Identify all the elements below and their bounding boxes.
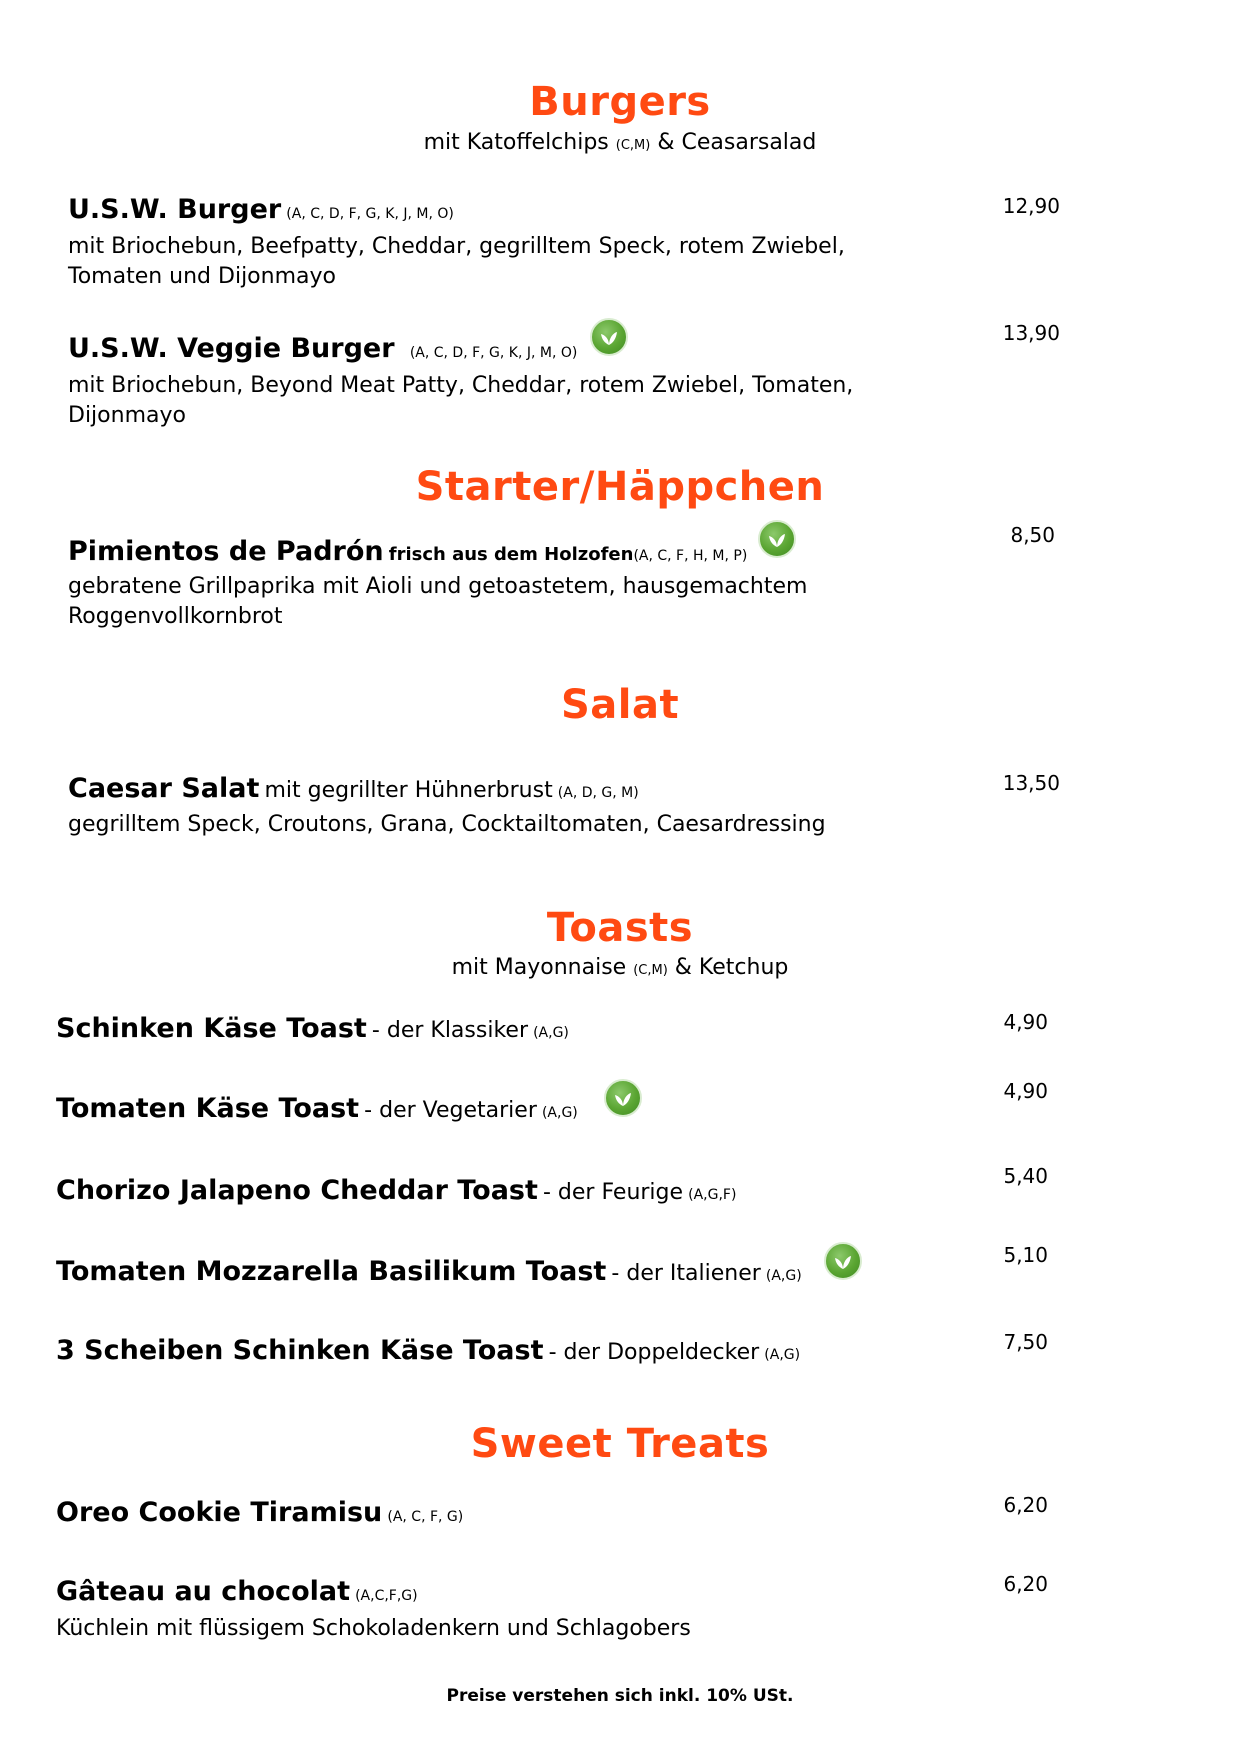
item-price: 5,10 [1003, 1243, 1048, 1267]
menu-item-usw-veggie-burger [68, 333, 577, 365]
section-title-toasts: Toasts [546, 905, 694, 951]
item-allergens: (A,G) [765, 1268, 802, 1284]
vegetarian-leaf-icon [590, 318, 628, 356]
item-name: Schinken Käse Toast [56, 1013, 367, 1044]
item-price: 7,50 [1003, 1330, 1048, 1354]
item-note: - der Vegetarier [364, 1098, 537, 1123]
item-name: 3 Scheiben Schinken Käse Toast [56, 1335, 544, 1366]
item-allergens: (A, C, F, G) [387, 1509, 464, 1525]
item-allergens: (A,C,F,G) [355, 1588, 418, 1604]
menu-item-gateau-au-chocolat [56, 1576, 418, 1608]
item-price: 6,20 [1003, 1572, 1048, 1596]
section-title-salat: Salat [560, 682, 680, 728]
item-allergens: (A, D, G, M) [557, 785, 639, 801]
menu-item-oreo-tiramisu [56, 1497, 463, 1529]
item-price: 4,90 [1003, 1079, 1048, 1103]
item-name: Tomaten Mozzarella Basilikum Toast [56, 1256, 607, 1287]
menu-item-pimientos [68, 536, 747, 568]
item-note: - der Klassiker [371, 1018, 528, 1043]
vegetarian-leaf-icon [604, 1079, 642, 1117]
item-description: gebratene Grillpaprika mit Aioli und getoastetem, hausgemachtem Roggenvollkornbrot [68, 574, 808, 629]
footer-tax-note: Preise verstehen sich inkl. 10% USt. [446, 1686, 794, 1706]
menu-item-chorizo-toast [56, 1175, 736, 1207]
subtitle-text: mit Mayonnaise [451, 955, 627, 980]
subtitle-text: mit Katoffelchips [423, 130, 609, 155]
subtitle-text: & Ketchup [674, 955, 789, 980]
item-allergens: (A, C, D, F, G, K, J, M, O) [286, 206, 454, 222]
section-subtitle-burgers [0, 130, 1240, 156]
subtitle-text: & Ceasarsalad [657, 130, 817, 155]
subtitle-allergens: (C,M) [615, 138, 651, 153]
item-allergens: (A, C, F, H, M, P) [633, 548, 748, 564]
section-title-burgers: Burgers [529, 79, 711, 125]
item-allergens: (A,G) [533, 1025, 569, 1041]
item-allergens: (A,G) [764, 1347, 801, 1363]
menu-item-3-scheiben-toast [56, 1335, 800, 1367]
menu-item-usw-burger [68, 194, 454, 226]
vegetarian-leaf-icon [758, 520, 796, 558]
item-name: Pimientos de Padrón [68, 536, 384, 567]
item-name: U.S.W. Burger [68, 194, 282, 225]
menu-item-tomaten-mozzarella-toast [56, 1256, 802, 1288]
item-name: Gâteau au chocolat [56, 1576, 350, 1607]
item-price: 8,50 [1010, 523, 1055, 547]
item-name: Chorizo Jalapeno Cheddar Toast [56, 1175, 538, 1206]
item-description: Küchlein mit flüssigem Schokoladenkern und Schlagobers [56, 1616, 691, 1641]
item-price: 5,40 [1003, 1164, 1048, 1188]
section-subtitle-toasts [0, 955, 1240, 981]
item-name: Oreo Cookie Tiramisu [56, 1497, 383, 1528]
item-price: 13,90 [1002, 321, 1060, 345]
vegetarian-leaf-icon [824, 1242, 862, 1280]
subtitle-allergens: (C,M) [633, 963, 668, 978]
item-description: mit Briochebun, Beyond Meat Patty, Cheddar, rotem Zwiebel, Tomaten, Dijonmayo [68, 373, 854, 428]
item-allergens: (A,G) [541, 1105, 578, 1121]
menu-item-tomaten-kaese-toast [56, 1093, 578, 1125]
item-note: - der Feurige [542, 1180, 684, 1205]
item-name: Tomaten Käse Toast [56, 1093, 360, 1124]
item-price: 6,20 [1003, 1493, 1048, 1517]
item-allergens: (A, C, D, F, G, K, J, M, O) [409, 345, 578, 361]
item-description: mit Briochebun, Beefpatty, Cheddar, gegrilltem Speck, rotem Zwiebel, Tomaten und Dijonmayo [68, 234, 845, 289]
section-title-starter: Starter/Häppchen [415, 464, 825, 510]
item-note: frisch aus dem Holzofen [388, 544, 634, 565]
item-note: - der Doppeldecker [548, 1340, 760, 1365]
menu-item-schinken-kaese-toast [56, 1013, 569, 1045]
section-title-sweet-treats: Sweet Treats [470, 1421, 770, 1467]
item-price: 12,90 [1002, 194, 1060, 218]
item-name: U.S.W. Veggie Burger [68, 333, 395, 364]
item-description: gegrilltem Speck, Croutons, Grana, Cocktailtomaten, Caesardressing [68, 812, 826, 837]
menu-item-caesar-salat [68, 773, 639, 805]
item-note: mit gegrillter Hühnerbrust [264, 778, 553, 803]
item-note: - der Italiener [611, 1261, 761, 1286]
item-price: 13,50 [1002, 771, 1060, 795]
item-name: Caesar Salat [68, 773, 260, 804]
item-allergens: (A,G,F) [688, 1187, 737, 1203]
item-price: 4,90 [1003, 1010, 1048, 1034]
